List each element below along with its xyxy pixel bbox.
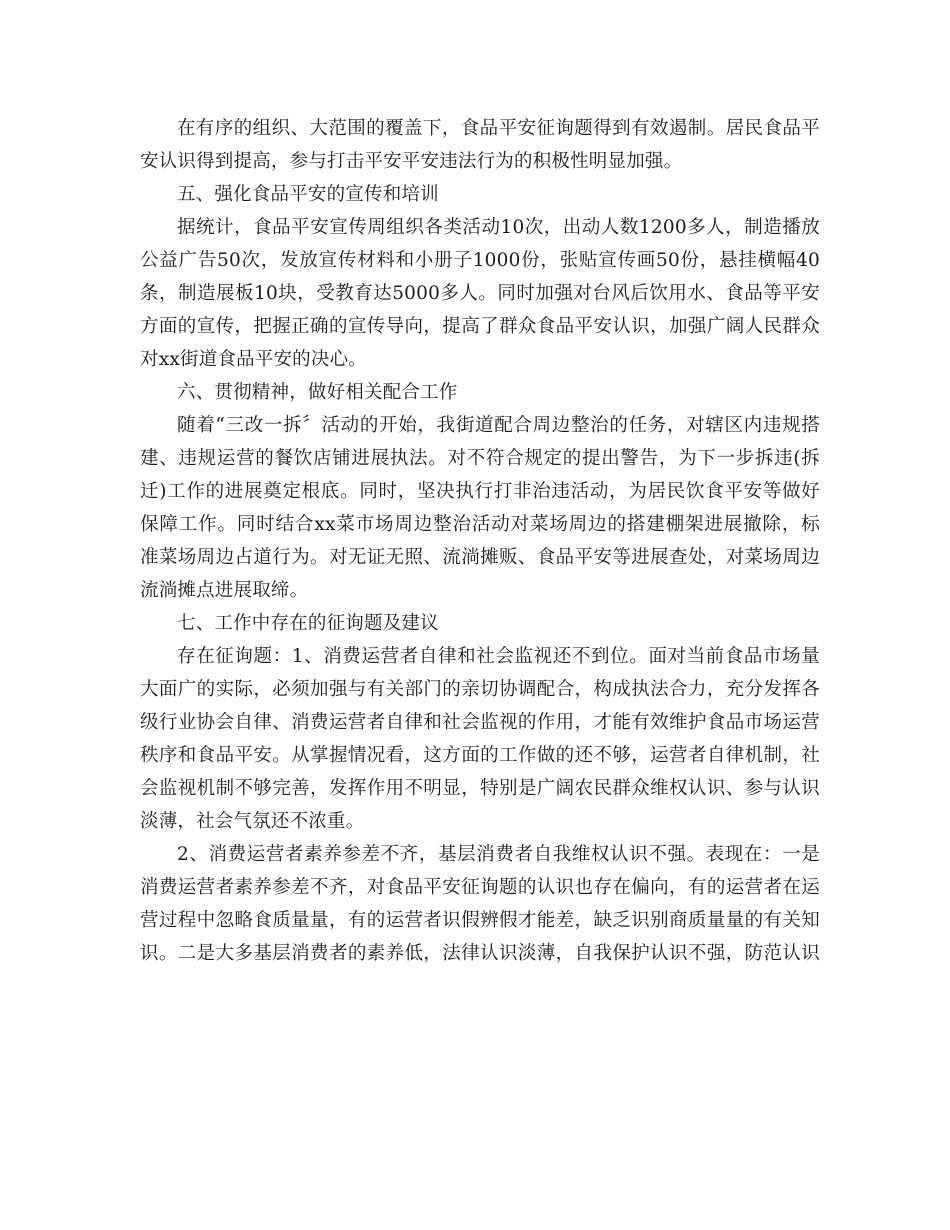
text-line: 对xx街道食品平安的决心。 <box>140 349 367 370</box>
text-line: 迁)工作的进展奠定根底。同时，坚决执行打非治违活动，为居民饮食平安等做好 <box>140 481 820 502</box>
text-line: 消费运营者素养参差不齐，对食品平安征询题的认识也存在偏向，有的运营者在运 <box>140 877 820 898</box>
text-line: 级行业协会自律、消费运营者自律和社会监视的作用，才能有效维护食品市场运营 <box>140 712 820 733</box>
text-line: 六、贯彻精神，做好相关配合工作 <box>177 382 458 403</box>
text-line: 保障工作。同时结合xx菜市场周边整治活动对菜场周边的搭建棚架进展撤除，标 <box>140 514 820 535</box>
text-line: 据统计，食品平安宣传周组织各类活动10次，出动人数1200多人，制造播放 <box>177 217 820 238</box>
text-line: 营过程中忽略食质量量，有的运营者识假辨假才能差，缺乏识别商质量量的有关知 <box>140 910 820 931</box>
text-line: 随着“三改一拆〞活动的开始，我街道配合周边整治的任务，对辖区内违规搭 <box>177 415 820 436</box>
document-body <box>140 112 820 970</box>
text-line: 会监视机制不够完善，发挥作用不明显，特别是广阔农民群众维权认识、参与认识 <box>140 778 820 799</box>
text-line: 建、违规运营的餐饮店铺进展执法。对不符合规定的提出警告，为下一步拆违(拆 <box>140 448 820 469</box>
text-line: 公益广告50次，发放宣传材料和小册子1000份，张贴宣传画50份，悬挂横幅40 <box>140 250 820 271</box>
text-line: 存在征询题：1、消费运营者自律和社会监视还不到位。面对当前食品市场量 <box>177 646 820 667</box>
text-line: 五、强化食品平安的宣传和培训 <box>177 184 439 205</box>
text-line: 准菜场周边占道行为。对无证无照、流淌摊贩、食品平安等进展查处，对菜场周边 <box>140 547 820 568</box>
text-line: 流淌摊点进展取缔。 <box>140 580 309 601</box>
text-line: 2、消费运营者素养参差不齐，基层消费者自我维权认识不强。表现在：一是 <box>177 844 820 865</box>
text-line: 七、工作中存在的征询题及建议 <box>177 613 439 634</box>
text-line: 淡薄，社会气氛还不浓重。 <box>140 811 365 832</box>
text-line: 安认识得到提高，参与打击平安平安违法行为的积极性明显加强。 <box>140 151 683 172</box>
text-line: 大面广的实际，必须加强与有关部门的亲切协调配合，构成执法合力，充分发挥各 <box>140 679 820 700</box>
text-line: 方面的宣传，把握正确的宣传导向，提高了群众食品平安认识，加强广阔人民群众 <box>140 316 820 337</box>
text-line: 秩序和食品平安。从掌握情况看，这方面的工作做的还不够，运营者自律机制，社 <box>140 745 820 766</box>
text-line: 识。二是大多基层消费者的素养低，法律认识淡薄，自我保护认识不强，防范认识 <box>140 943 820 964</box>
text-line: 在有序的组织、大范围的覆盖下，食品平安征询题得到有效遏制。居民食品平 <box>177 118 820 139</box>
text-line: 条，制造展板10块，受教育达5000多人。同时加强对台风后饮用水、食品等平安 <box>140 283 820 304</box>
